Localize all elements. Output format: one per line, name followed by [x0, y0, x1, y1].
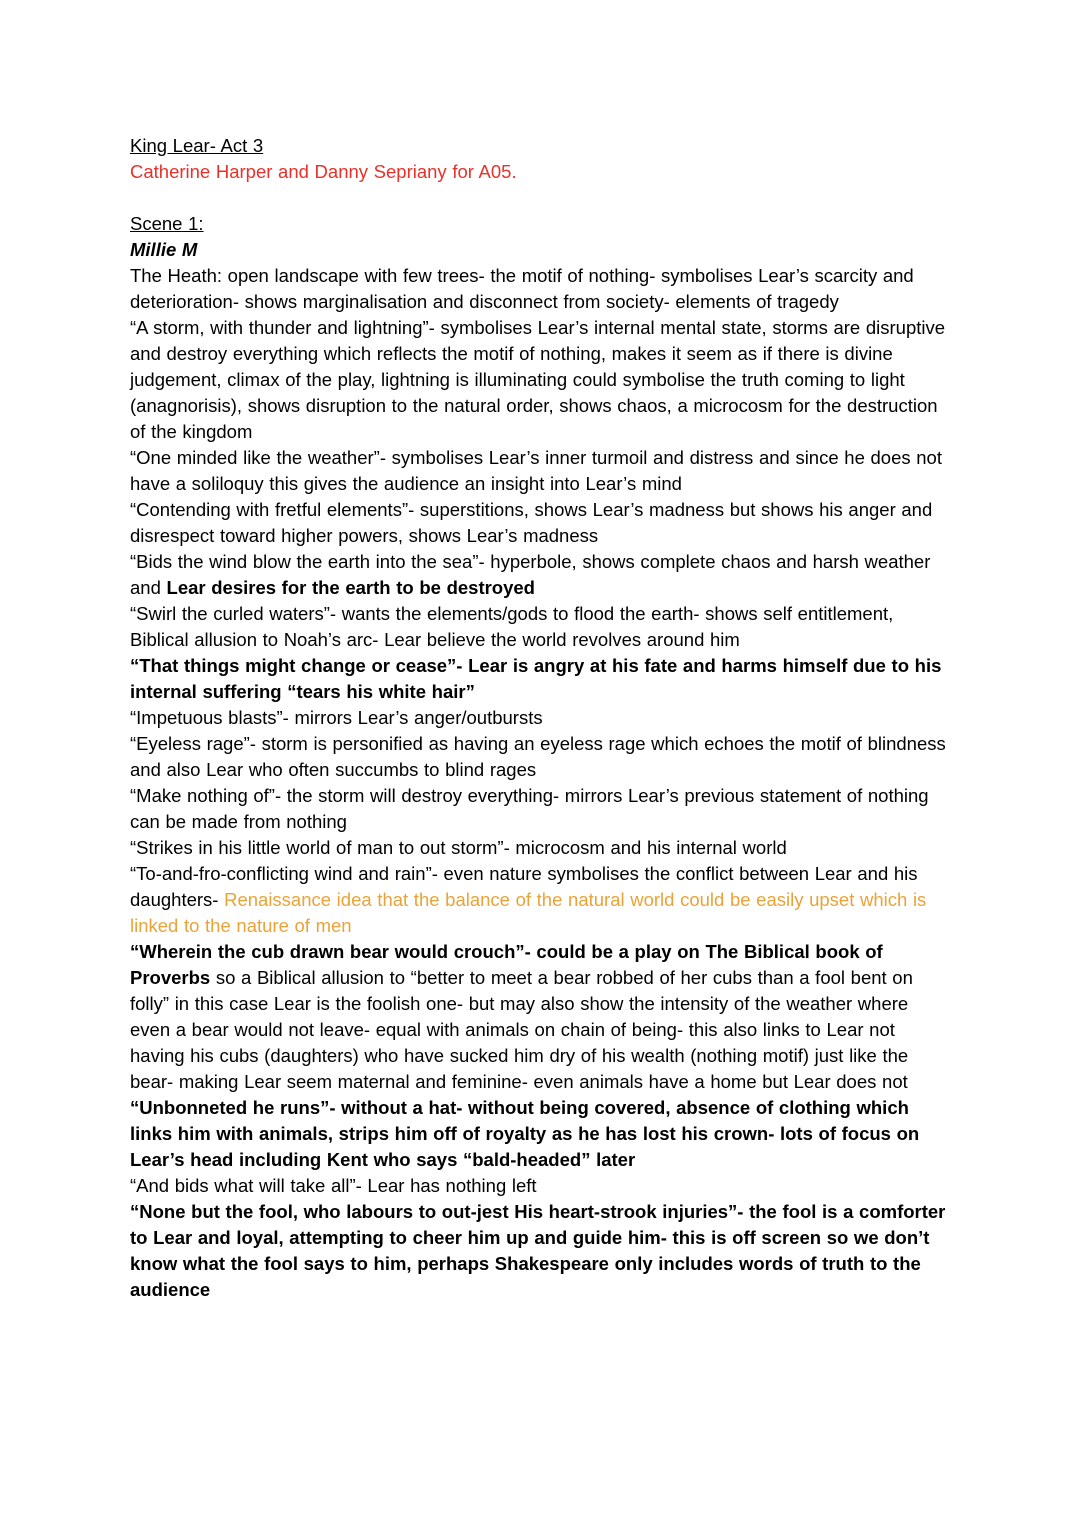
text-run: “Bids the wind blow the earth into the sea”- hyperbole, shows complete chaos and harsh weather and: [130, 551, 931, 598]
paragraph: [130, 1095, 952, 1173]
text-run: “And bids what will take all”- Lear has nothing left: [130, 1175, 537, 1196]
text-run: “Strikes in his little world of man to out storm”- microcosm and his internal world: [130, 837, 787, 858]
paragraph: [130, 445, 952, 497]
text-run: Scene 1:: [130, 213, 204, 234]
paragraph: [130, 705, 952, 731]
paragraph: [130, 315, 952, 445]
paragraph: [130, 835, 952, 861]
scene-heading: [130, 211, 952, 237]
text-run: Lear desires for the earth to be destroyed: [166, 577, 535, 598]
text-run: “Wherein the cub drawn bear would crouch”- could be a play on The Biblical book of Proverbs: [130, 941, 883, 988]
spacer: [130, 185, 952, 211]
text-run: “None but the fool, who labours to out-jest His heart-strook injuries”- the fool is a comforter to Lear and loyal, attempting to cheer him up and guide him- this is off screen so we don’t know what the fool says to him, perhaps Shakespeare only includes words of truth to the audience: [130, 1201, 946, 1300]
text-run: “That things might change or cease”- Lear is angry at his fate and harms himself due to his internal suffering “tears his white hair”: [130, 655, 942, 702]
paragraph: [130, 653, 952, 705]
paragraph: [130, 263, 952, 315]
text-run: “Impetuous blasts”- mirrors Lear’s anger/outbursts: [130, 707, 543, 728]
text-run: The Heath: open landscape with few trees- the motif of nothing- symbolises Lear’s scarcity and deterioration- shows marginalisation and disconnect from society- elements of tragedy: [130, 265, 914, 312]
paragraph: [130, 549, 952, 601]
author-name: [130, 237, 952, 263]
paragraph: [130, 1199, 952, 1303]
text-run: “Contending with fretful elements”- superstitions, shows Lear’s madness but shows his anger and disrespect toward higher powers, shows Lear’s madness: [130, 499, 933, 546]
text-run: “A storm, with thunder and lightning”- symbolises Lear’s internal mental state, storms are disruptive and destroy everything which reflects the motif of nothing, makes it seem as if there is divine judgement, climax of the play, lightning is illuminating could symbolise the truth coming to light (anagnorisis), shows disruption to the natural order, shows chaos, a microcosm for the destruction of the kingdom: [130, 317, 946, 442]
text-run: so a Biblical allusion to “better to meet a bear robbed of her cubs than a fool bent on folly” in this case Lear is the foolish one- but may also show the intensity of the weather where even a bear would not leave- equal with animals on chain of being- this also links to Lear not having his cubs (daughters) who have sucked him dry of his wealth (nothing motif) just like the bear- making Lear seem maternal and feminine- even animals have a home but Lear does not: [130, 967, 913, 1092]
paragraph: [130, 497, 952, 549]
text-run: “Unbonneted he runs”- without a hat- without being covered, absence of clothing which links him with animals, strips him off of royalty as he has lost his crown- lots of focus on Lear’s head including Kent who says “bald-headed” later: [130, 1097, 920, 1170]
text-run: Catherine Harper and Danny Sepriany for A05.: [130, 161, 517, 182]
text-run: “One minded like the weather”- symbolises Lear’s inner turmoil and distress and since he does not have a soliloquy this gives the audience an insight into Lear’s mind: [130, 447, 942, 494]
byline: [130, 159, 952, 185]
text-run: King Lear- Act 3: [130, 135, 264, 156]
paragraph: [130, 861, 952, 939]
paragraph: [130, 783, 952, 835]
document-body: [130, 133, 952, 1303]
paragraph: [130, 601, 952, 653]
text-run: Renaissance idea that the balance of the natural world could be easily upset which is linked to the nature of men: [130, 889, 927, 936]
doc-title: [130, 133, 952, 159]
text-run: “To-and-fro-conflicting wind and rain”- even nature symbolises the conflict between Lear and his daughters-: [130, 863, 918, 910]
paragraph: [130, 1173, 952, 1199]
text-run: “Make nothing of”- the storm will destroy everything- mirrors Lear’s previous statement of nothing can be made from nothing: [130, 785, 929, 832]
paragraph: [130, 939, 952, 1095]
text-run: “Eyeless rage”- storm is personified as having an eyeless rage which echoes the motif of blindness and also Lear who often succumbs to blind rages: [130, 733, 946, 780]
text-run: “Swirl the curled waters”- wants the elements/gods to flood the earth- shows self entitlement, Biblical allusion to Noah’s arc- Lear believe the world revolves around him: [130, 603, 894, 650]
paragraph: [130, 731, 952, 783]
text-run: Millie M: [130, 239, 198, 260]
